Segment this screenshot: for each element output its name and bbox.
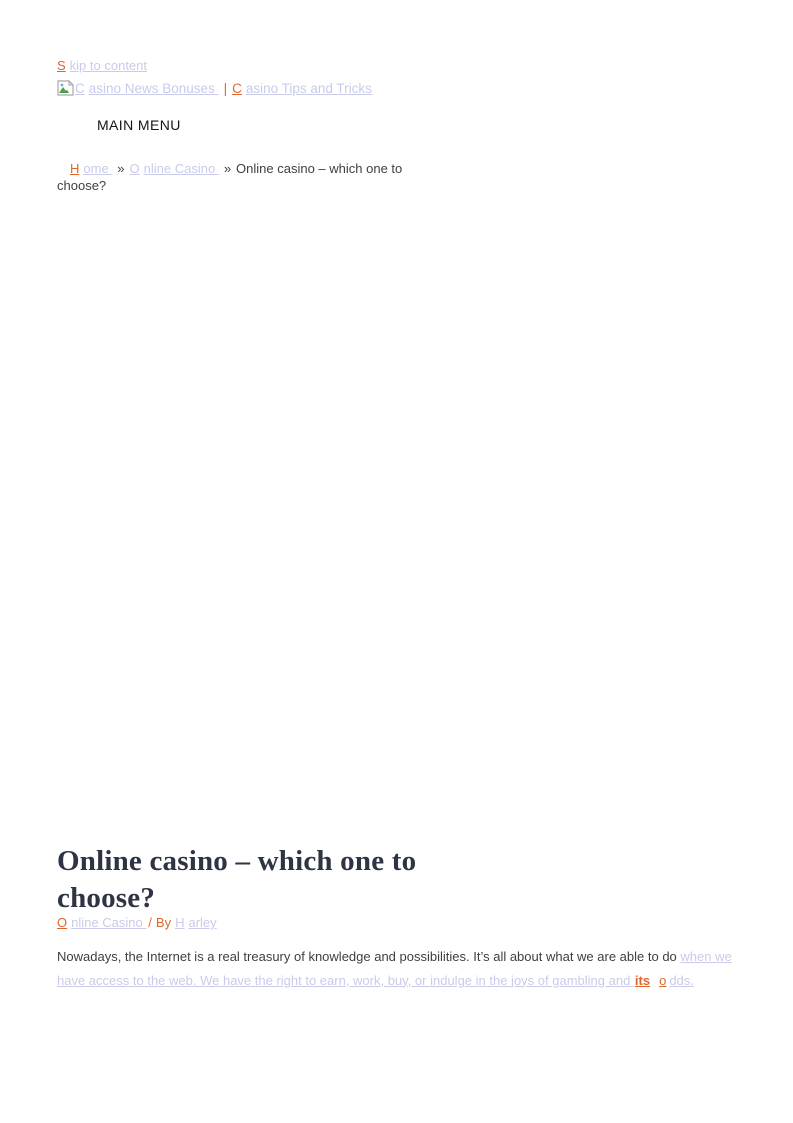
breadcrumb-home-link[interactable] xyxy=(70,161,112,176)
breadcrumb-home-first-letter: H xyxy=(70,161,80,176)
brand1-first-letter: C xyxy=(75,81,85,96)
meta-category-first-letter: O xyxy=(57,915,68,930)
skip-to-content-link[interactable] xyxy=(57,58,147,74)
meta-author-link[interactable] xyxy=(175,915,217,930)
breadcrumb-category-link[interactable] xyxy=(130,161,219,176)
paragraph-link-text: when we have access to the web. We have the right to earn, work, buy, or indulge in the joys of gambling and xyxy=(57,949,732,988)
paragraph-link-tail-fragment: dds. xyxy=(669,972,694,988)
article-paragraph xyxy=(57,945,749,992)
skip-link-text: kip to content xyxy=(69,58,147,73)
site-tagline-link[interactable] xyxy=(232,81,372,96)
paragraph-link-strong-text: its xyxy=(634,972,651,988)
skip-link-first-letter: S xyxy=(57,58,66,73)
breadcrumb-separator: » xyxy=(117,161,125,176)
breadcrumb-category-first-letter: O xyxy=(129,161,140,176)
post-meta xyxy=(57,915,217,931)
breadcrumb-home-text: ome xyxy=(83,161,113,176)
meta-author-first-letter: H xyxy=(175,915,185,930)
brand1-text: asino News Bonuses xyxy=(88,81,219,96)
site-logo-link[interactable] xyxy=(57,81,219,96)
meta-divider: / xyxy=(148,915,152,930)
brand2-first-letter: C xyxy=(232,81,242,96)
breadcrumb-current-page: Online casino – which one to choose? xyxy=(57,161,403,193)
meta-by-label: By xyxy=(155,915,172,930)
brand2-text: asino Tips and Tricks xyxy=(245,81,372,96)
site-header xyxy=(57,80,372,100)
paragraph-plain-text: Nowadays, the Internet is a real treasury of knowledge and possibilities. It’s all about what we are able to do xyxy=(57,949,681,964)
meta-author-text: arley xyxy=(188,915,217,930)
paragraph-link-o-fragment: o xyxy=(659,972,667,988)
broken-image-icon xyxy=(57,80,74,100)
brand-divider: | xyxy=(223,81,228,96)
main-menu-toggle[interactable]: MAIN MENU xyxy=(97,117,181,133)
breadcrumb-separator: » xyxy=(223,161,232,176)
meta-category-text: nline Casino xyxy=(71,915,147,930)
breadcrumb xyxy=(57,161,429,194)
meta-category-link[interactable] xyxy=(57,915,146,930)
page-title: Online casino – which one to choose? xyxy=(57,845,417,914)
breadcrumb-category-text: nline Casino xyxy=(143,161,219,176)
